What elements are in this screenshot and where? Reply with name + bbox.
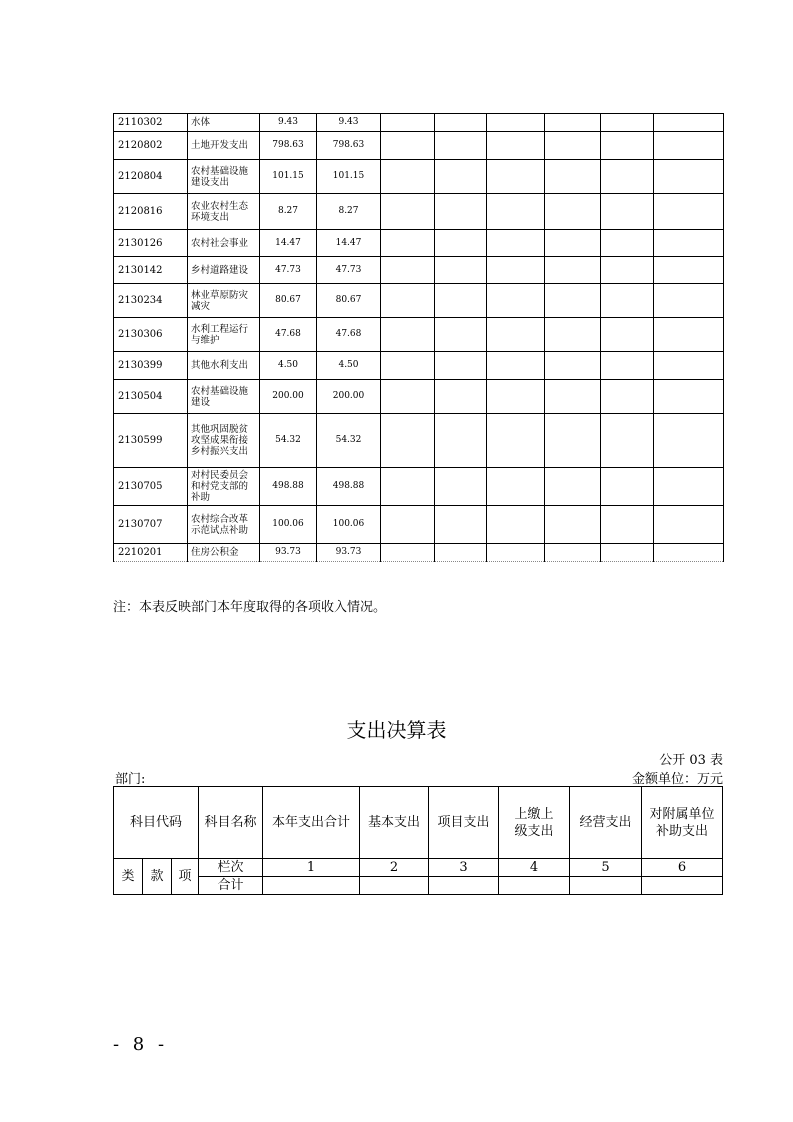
- sub-header-lei: 类: [114, 859, 143, 895]
- income-empty-cell: [545, 194, 601, 230]
- income-total-cell: 8.27: [260, 194, 317, 230]
- income-empty-cell: [654, 468, 724, 506]
- income-empty-cell: [601, 284, 654, 318]
- income-empty-cell: [435, 194, 487, 230]
- income-empty-cell: [601, 468, 654, 506]
- page-number: - 8 -: [113, 1034, 169, 1055]
- income-empty-cell: [381, 506, 435, 544]
- income-empty-cell: [654, 318, 724, 352]
- table-row: [114, 468, 724, 506]
- income-empty-cell: [381, 468, 435, 506]
- income-code-cell: 2110302: [114, 114, 188, 132]
- header-row: [114, 787, 723, 859]
- header-total: 本年支出合计: [263, 787, 360, 859]
- income-table: [113, 113, 724, 562]
- income-empty-cell: [381, 194, 435, 230]
- income-empty-cell: [601, 506, 654, 544]
- income-empty-cell: [545, 352, 601, 380]
- income-empty-cell: [435, 160, 487, 194]
- table-row: [114, 160, 724, 194]
- table-row: [114, 414, 724, 468]
- table-row: [114, 132, 724, 160]
- income-empty-cell: [381, 230, 435, 257]
- table-row: [114, 257, 724, 284]
- income-empty-cell: [601, 230, 654, 257]
- column-number: 3: [429, 859, 499, 877]
- income-empty-cell: [654, 194, 724, 230]
- income-empty-cell: [381, 318, 435, 352]
- income-empty-cell: [435, 318, 487, 352]
- income-name-cell: 农村综合改革示范试点补助: [188, 506, 260, 544]
- column-number-row: [114, 859, 723, 877]
- total-row: [114, 877, 723, 895]
- income-fiscal-cell: 54.32: [317, 414, 381, 468]
- income-empty-cell: [435, 230, 487, 257]
- income-empty-cell: [545, 230, 601, 257]
- income-empty-cell: [601, 380, 654, 414]
- income-empty-cell: [435, 468, 487, 506]
- income-empty-cell: [654, 506, 724, 544]
- column-number: 4: [499, 859, 570, 877]
- amount-unit-label: 金额单位：万元: [631, 772, 723, 787]
- total-row-label: 合计: [199, 877, 263, 895]
- income-fiscal-cell: 47.68: [317, 318, 381, 352]
- table-row: [114, 284, 724, 318]
- income-empty-cell: [381, 132, 435, 160]
- table-row: [114, 352, 724, 380]
- column-number: 2: [360, 859, 429, 877]
- table-row: [114, 380, 724, 414]
- income-empty-cell: [381, 414, 435, 468]
- income-empty-cell: [654, 352, 724, 380]
- income-empty-cell: [435, 114, 487, 132]
- income-code-cell: 2130306: [114, 318, 188, 352]
- income-fiscal-cell: 498.88: [317, 468, 381, 506]
- expenditure-table: [113, 786, 723, 895]
- header-upper: 上缴上级支出: [499, 787, 570, 859]
- income-fiscal-cell: 9.43: [317, 114, 381, 132]
- income-empty-cell: [654, 132, 724, 160]
- income-empty-cell: [435, 380, 487, 414]
- income-total-cell: 80.67: [260, 284, 317, 318]
- income-total-cell: 798.63: [260, 132, 317, 160]
- income-code-cell: 2130707: [114, 506, 188, 544]
- income-name-cell: 对村民委员会和村党支部的补助: [188, 468, 260, 506]
- income-empty-cell: [654, 114, 724, 132]
- income-empty-cell: [654, 284, 724, 318]
- income-code-cell: 2130705: [114, 468, 188, 506]
- income-empty-cell: [545, 414, 601, 468]
- income-empty-cell: [601, 352, 654, 380]
- table-row: [114, 114, 724, 132]
- income-name-cell: 农村基础设施建设: [188, 380, 260, 414]
- table-row: [114, 230, 724, 257]
- income-empty-cell: [654, 230, 724, 257]
- income-empty-cell: [545, 318, 601, 352]
- income-empty-cell: [601, 194, 654, 230]
- income-code-cell: 2210201: [114, 544, 188, 562]
- income-name-cell: 农村基础设施建设支出: [188, 160, 260, 194]
- total-cell: [263, 877, 360, 895]
- total-cell: [570, 877, 642, 895]
- sub-header-kuan: 款: [143, 859, 172, 895]
- income-empty-cell: [435, 132, 487, 160]
- income-fiscal-cell: 80.67: [317, 284, 381, 318]
- income-empty-cell: [601, 544, 654, 562]
- income-empty-cell: [545, 380, 601, 414]
- table-row: [114, 318, 724, 352]
- income-empty-cell: [381, 257, 435, 284]
- income-total-cell: 54.32: [260, 414, 317, 468]
- income-name-cell: 林业草原防灾减灾: [188, 284, 260, 318]
- income-fiscal-cell: 100.06: [317, 506, 381, 544]
- income-code-cell: 2130126: [114, 230, 188, 257]
- income-fiscal-cell: 93.73: [317, 544, 381, 562]
- income-empty-cell: [381, 352, 435, 380]
- income-name-cell: 农业农村生态环境支出: [188, 194, 260, 230]
- page-title: 支出决算表: [346, 718, 447, 742]
- header-name: 科目名称: [199, 787, 263, 859]
- income-empty-cell: [381, 544, 435, 562]
- income-empty-cell: [487, 468, 545, 506]
- income-code-cell: 2130234: [114, 284, 188, 318]
- income-total-cell: 498.88: [260, 468, 317, 506]
- income-empty-cell: [487, 380, 545, 414]
- income-code-cell: 2130599: [114, 414, 188, 468]
- income-fiscal-cell: 14.47: [317, 230, 381, 257]
- total-cell: [429, 877, 499, 895]
- income-empty-cell: [654, 380, 724, 414]
- income-empty-cell: [381, 380, 435, 414]
- header-business: 经营支出: [570, 787, 642, 859]
- income-name-cell: 水体: [188, 114, 260, 132]
- income-empty-cell: [487, 114, 545, 132]
- header-project: 项目支出: [429, 787, 499, 859]
- income-empty-cell: [487, 352, 545, 380]
- income-empty-cell: [545, 468, 601, 506]
- income-name-cell: 农村社会事业: [188, 230, 260, 257]
- income-empty-cell: [487, 506, 545, 544]
- income-empty-cell: [487, 160, 545, 194]
- column-number: 6: [642, 859, 723, 877]
- income-empty-cell: [435, 257, 487, 284]
- income-code-cell: 2130142: [114, 257, 188, 284]
- income-empty-cell: [654, 160, 724, 194]
- income-empty-cell: [601, 318, 654, 352]
- income-code-cell: 2120802: [114, 132, 188, 160]
- table-row: [114, 506, 724, 544]
- income-empty-cell: [601, 414, 654, 468]
- income-empty-cell: [601, 257, 654, 284]
- income-empty-cell: [487, 544, 545, 562]
- income-total-cell: 93.73: [260, 544, 317, 562]
- table-note: 注：本表反映部门本年度取得的各项收入情况。: [113, 600, 387, 615]
- income-empty-cell: [487, 194, 545, 230]
- income-total-cell: 47.68: [260, 318, 317, 352]
- total-cell: [642, 877, 723, 895]
- income-empty-cell: [487, 318, 545, 352]
- income-total-cell: 200.00: [260, 380, 317, 414]
- total-cell: [499, 877, 570, 895]
- table-row: [114, 194, 724, 230]
- income-empty-cell: [487, 257, 545, 284]
- sub-header-xiang: 项: [172, 859, 199, 895]
- income-total-cell: 4.50: [260, 352, 317, 380]
- income-empty-cell: [545, 506, 601, 544]
- income-total-cell: 47.73: [260, 257, 317, 284]
- income-empty-cell: [435, 414, 487, 468]
- income-name-cell: 乡村道路建设: [188, 257, 260, 284]
- income-empty-cell: [381, 114, 435, 132]
- income-empty-cell: [381, 160, 435, 194]
- income-code-cell: 2130504: [114, 380, 188, 414]
- income-empty-cell: [487, 132, 545, 160]
- income-fiscal-cell: 798.63: [317, 132, 381, 160]
- total-cell: [360, 877, 429, 895]
- income-empty-cell: [601, 160, 654, 194]
- table-row: [114, 544, 724, 562]
- income-fiscal-cell: 101.15: [317, 160, 381, 194]
- income-empty-cell: [545, 114, 601, 132]
- income-empty-cell: [381, 284, 435, 318]
- header-code: 科目代码: [114, 787, 199, 859]
- income-fiscal-cell: 4.50: [317, 352, 381, 380]
- income-empty-cell: [435, 506, 487, 544]
- income-empty-cell: [545, 132, 601, 160]
- income-code-cell: 2120816: [114, 194, 188, 230]
- income-empty-cell: [601, 132, 654, 160]
- income-name-cell: 其他巩固脱贫攻坚成果衔接乡村振兴支出: [188, 414, 260, 468]
- income-empty-cell: [545, 160, 601, 194]
- income-name-cell: 土地开发支出: [188, 132, 260, 160]
- income-fiscal-cell: 8.27: [317, 194, 381, 230]
- header-basic: 基本支出: [360, 787, 429, 859]
- income-empty-cell: [435, 352, 487, 380]
- income-empty-cell: [545, 284, 601, 318]
- income-empty-cell: [601, 114, 654, 132]
- income-name-cell: 水利工程运行与维护: [188, 318, 260, 352]
- income-empty-cell: [487, 284, 545, 318]
- income-total-cell: 14.47: [260, 230, 317, 257]
- department-label: 部门:: [115, 772, 146, 787]
- income-empty-cell: [435, 544, 487, 562]
- income-name-cell: 住房公积金: [188, 544, 260, 562]
- income-fiscal-cell: 200.00: [317, 380, 381, 414]
- income-fiscal-cell: 47.73: [317, 257, 381, 284]
- header-subsidy: 对附属单位补助支出: [642, 787, 723, 859]
- income-empty-cell: [435, 284, 487, 318]
- income-total-cell: 100.06: [260, 506, 317, 544]
- income-total-cell: 9.43: [260, 114, 317, 132]
- income-name-cell: 其他水利支出: [188, 352, 260, 380]
- income-empty-cell: [545, 544, 601, 562]
- table-number: 公开 03 表: [659, 753, 723, 768]
- column-number: 1: [263, 859, 360, 877]
- column-row-label: 栏次: [199, 859, 263, 877]
- income-total-cell: 101.15: [260, 160, 317, 194]
- income-empty-cell: [487, 230, 545, 257]
- income-empty-cell: [654, 544, 724, 562]
- income-code-cell: 2120804: [114, 160, 188, 194]
- income-empty-cell: [545, 257, 601, 284]
- income-empty-cell: [654, 257, 724, 284]
- column-number: 5: [570, 859, 642, 877]
- income-code-cell: 2130399: [114, 352, 188, 380]
- income-empty-cell: [654, 414, 724, 468]
- income-empty-cell: [487, 414, 545, 468]
